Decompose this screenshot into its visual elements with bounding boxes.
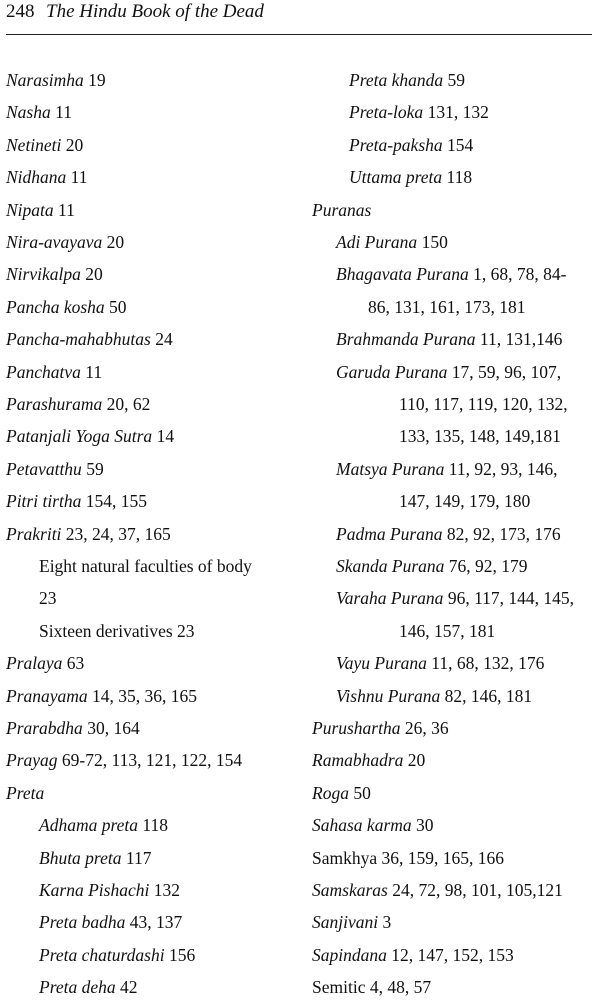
- index-term: Prarabdha: [6, 718, 83, 738]
- index-term: Padma Purana: [336, 523, 443, 544]
- index-pages: 82, 92, 173, 176: [442, 523, 561, 544]
- index-entry: [312, 783, 371, 803]
- index-entry: [6, 977, 138, 997]
- index-entry: [312, 718, 449, 738]
- index-pages: 156: [164, 944, 196, 965]
- index-entry: [6, 750, 242, 770]
- index-term: Pitri tirtha: [6, 491, 82, 512]
- index-entry: [6, 945, 195, 965]
- index-entry: [312, 232, 448, 252]
- index-pages: 118: [138, 815, 168, 836]
- index-entry: [6, 653, 84, 673]
- index-pages: 117: [121, 847, 152, 868]
- index-entry: [312, 264, 566, 284]
- index-pages: 20: [102, 232, 125, 252]
- index-pages: 20: [61, 134, 84, 155]
- index-pages: 59: [443, 70, 465, 90]
- page-number: 248: [6, 1, 35, 22]
- index-entry: [6, 491, 147, 511]
- index-term: Sapindana: [312, 944, 387, 965]
- index-term: Karna Pishachi: [39, 880, 150, 900]
- index-term: Narasimha: [6, 70, 84, 90]
- index-pages: 96, 117, 144, 145,: [443, 588, 575, 609]
- index-term: Pancha-mahabhutas: [6, 329, 151, 350]
- index-entry: [6, 297, 127, 317]
- index-term: Sanjivani: [312, 912, 379, 933]
- index-pages: 146, 157, 181: [399, 620, 496, 641]
- index-pages: 19: [83, 70, 106, 90]
- index-entry: [6, 686, 197, 706]
- index-pages: 20, 62: [102, 394, 151, 414]
- index-pages: 43, 137: [125, 912, 183, 933]
- index-pages: 30, 164: [82, 718, 140, 738]
- index-pages: 20: [403, 750, 426, 771]
- index-pages: 133, 135, 148, 149,181: [399, 426, 561, 447]
- index-term: Uttama preta: [349, 167, 443, 188]
- index-term: Patanjali Yoga Sutra: [6, 426, 153, 447]
- index-pages: 50: [104, 296, 127, 317]
- index-pages: 24: [150, 329, 173, 350]
- index-entry: [6, 815, 168, 835]
- index-entry: [312, 362, 561, 382]
- index-pages: Semitic 4, 48, 57: [312, 977, 432, 998]
- index-pages: 118: [442, 167, 473, 188]
- index-term: Preta-loka: [349, 102, 424, 123]
- index-entry: [312, 70, 465, 90]
- index-entry: [312, 491, 530, 511]
- index-pages: 147, 149, 179, 180: [399, 491, 531, 512]
- index-entry: [6, 362, 102, 382]
- index-pages: 14, 35, 36, 165: [87, 685, 198, 706]
- index-pages: 131, 132: [423, 102, 489, 123]
- index-term: Preta badha: [39, 912, 126, 933]
- index-pages: 3: [378, 912, 392, 933]
- index-term: Vayu Purana: [336, 653, 427, 674]
- index-entry: [312, 459, 558, 479]
- index-term: Nasha: [6, 102, 51, 123]
- index-pages: 14: [152, 426, 175, 447]
- index-entry: [312, 167, 472, 187]
- index-term: Pancha kosha: [6, 296, 105, 317]
- index-entry: [6, 459, 104, 479]
- index-entry: [6, 329, 173, 349]
- running-title: The Hindu Book of the Dead: [46, 1, 264, 22]
- index-term: Bhuta preta: [39, 847, 122, 868]
- index-term: Samskaras: [312, 880, 388, 900]
- index-entry: [6, 588, 57, 608]
- index-entry: [312, 945, 514, 965]
- index-entry: [312, 135, 473, 155]
- index-pages: 11: [66, 167, 88, 188]
- index-entry: [312, 977, 431, 997]
- index-term: Pranayama: [6, 685, 88, 706]
- index-entry: [312, 556, 528, 576]
- index-entry: [6, 524, 171, 544]
- index-pages: Eight natural faculties of body: [39, 556, 252, 576]
- index-entry: [312, 524, 561, 544]
- index-term: Preta-paksha: [349, 134, 443, 155]
- index-entry: [6, 200, 75, 220]
- index-pages: 110, 117, 119, 120, 132,: [399, 394, 568, 414]
- index-entry: [312, 815, 434, 835]
- index-entry: [6, 70, 106, 90]
- index-entry: [312, 621, 495, 641]
- index-entry: [6, 394, 150, 414]
- index-term: Preta khanda: [349, 70, 444, 90]
- index-term: Prakriti: [6, 523, 62, 544]
- index-pages: 12, 147, 152, 153: [386, 944, 514, 965]
- index-term: Garuda Purana: [336, 361, 448, 382]
- index-term: Preta deha: [39, 977, 116, 998]
- index-pages: 11, 92, 93, 146,: [444, 458, 558, 479]
- index-entry: [6, 135, 83, 155]
- index-pages: 132: [149, 880, 180, 900]
- index-pages: 30: [411, 815, 434, 836]
- index-pages: 42: [115, 977, 138, 998]
- index-pages: Sixteen derivatives 23: [39, 620, 195, 641]
- index-term: Varaha Purana: [336, 588, 444, 609]
- index-entry: [312, 297, 526, 317]
- index-term: Preta: [6, 782, 45, 803]
- index-term: Nira-avayava: [6, 232, 103, 252]
- index-term: Brahmanda Purana: [336, 329, 476, 350]
- index-entry: [312, 426, 561, 446]
- index-entry: [312, 329, 562, 349]
- index-pages: 154, 155: [81, 491, 147, 512]
- index-entry: [6, 426, 174, 446]
- index-pages: 11: [50, 102, 72, 123]
- index-term: Adi Purana: [336, 232, 418, 252]
- index-entry: [312, 588, 574, 608]
- index-term: Petavatthu: [6, 458, 82, 479]
- index-term: Sahasa karma: [312, 815, 412, 836]
- index-pages: 82, 146, 181: [440, 685, 533, 706]
- index-entry: [6, 912, 182, 932]
- index-entry: [312, 200, 371, 220]
- index-entry: [312, 912, 391, 932]
- index-pages: 20: [80, 264, 103, 285]
- page-header: [6, 0, 594, 36]
- index-entry: [6, 232, 124, 252]
- index-entry: [312, 880, 563, 900]
- index-entry: [6, 848, 151, 868]
- index-entry: [6, 718, 140, 738]
- index-entry: [6, 167, 88, 187]
- index-term: Nidhana: [6, 167, 67, 188]
- index-pages: 86, 131, 161, 173, 181: [368, 296, 526, 317]
- index-term: Nipata: [6, 199, 54, 220]
- index-pages: 11, 131,146: [475, 329, 563, 350]
- index-term: Preta chaturdashi: [39, 944, 165, 965]
- index-pages: 11: [53, 199, 75, 220]
- index-term: Panchatva: [6, 361, 81, 382]
- index-pages: 63: [62, 653, 85, 674]
- index-pages: 154: [442, 134, 474, 155]
- index-term: Pralaya: [6, 653, 63, 674]
- index-term: Purushartha: [312, 718, 401, 738]
- index-term: Ramabhadra: [312, 750, 404, 771]
- index-term: Skanda Purana: [336, 556, 445, 576]
- index-pages: 17, 59, 96, 107,: [447, 361, 562, 382]
- index-pages: 24, 72, 98, 101, 105,121: [387, 880, 563, 900]
- index-term: Nirvikalpa: [6, 264, 81, 285]
- index-pages: 69-72, 113, 121, 122, 154: [57, 750, 243, 771]
- index-term: Prayag: [6, 750, 58, 771]
- index-entry: [312, 102, 489, 122]
- index-entry: [312, 686, 532, 706]
- index-pages: Samkhya 36, 159, 165, 166: [312, 847, 505, 868]
- index-term: Parashurama: [6, 394, 103, 414]
- index-term: Puranas: [312, 199, 372, 220]
- index-pages: 23: [39, 588, 57, 609]
- index-pages: 26, 36: [400, 718, 449, 738]
- index-pages: 11: [80, 361, 103, 382]
- index-term: Vishnu Purana: [336, 685, 441, 706]
- index-term: Netineti: [6, 134, 62, 155]
- index-pages: 23, 24, 37, 165: [61, 523, 171, 544]
- index-entry: [6, 556, 252, 576]
- index-entry: [6, 621, 195, 641]
- index-entry: [312, 848, 504, 868]
- index-pages: 50: [348, 782, 371, 803]
- index-term: Adhama preta: [39, 815, 138, 836]
- index-entry: [312, 750, 425, 770]
- index-entry: [312, 653, 544, 673]
- index-entry: [6, 783, 44, 803]
- index-term: Matsya Purana: [336, 458, 445, 479]
- index-entry: [6, 264, 103, 284]
- index-pages: 150: [417, 232, 448, 252]
- index-pages: 11, 68, 132, 176: [426, 653, 545, 674]
- index-term: Bhagavata Purana: [336, 264, 469, 285]
- index-pages: 76, 92, 179: [444, 556, 528, 576]
- index-entry: [312, 394, 568, 414]
- index-pages: 59: [81, 458, 104, 479]
- index-entry: [6, 102, 72, 122]
- index-entry: [6, 880, 180, 900]
- header-rule: [6, 34, 592, 35]
- index-term: Roga: [312, 782, 349, 803]
- index-pages: 1, 68, 78, 84-: [468, 264, 567, 285]
